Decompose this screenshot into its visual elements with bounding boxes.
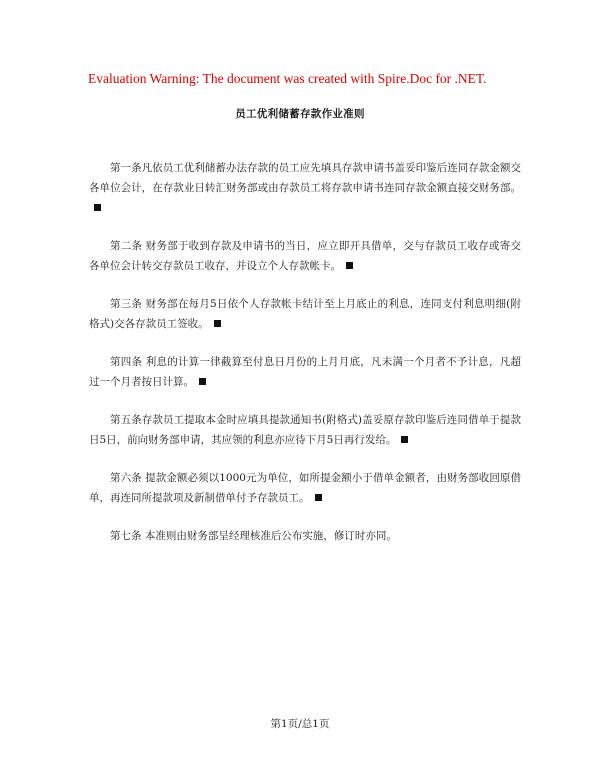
article-1-text: 第一条凡依员工优利储蓄办法存款的员工应先填具存款申请书盖妥印鉴后连同存款金额交各单位会计，在存款业日转汇财务部或由存款员工将存款申请书连同存款金额直接交财务部。 [89, 162, 521, 194]
paragraph-end-mark-icon [346, 262, 353, 269]
page-number-footer: 第1页/总1页 [270, 718, 330, 730]
article-6 [89, 468, 521, 508]
paragraph-end-mark-icon [199, 378, 206, 385]
article-6-text: 第六条 提款金额必须以1000元为单位，如所提金额小于借单金额者，由财务部收回原借单，再连同所提款项及新制借单付予存款员工。 [89, 472, 521, 504]
article-5 [89, 410, 521, 450]
article-7 [89, 526, 521, 546]
article-3-text: 第三条 财务部在每月5日依个人存款帐卡结计至上月底止的利息，连同支付利息明细(附格式)交各存款员工签收。 [89, 298, 521, 330]
document-body [89, 158, 521, 546]
paragraph-end-mark-icon [315, 494, 322, 501]
article-4-text: 第四条 利息的计算一律截算至付息日月份的上月月底，凡未满一个月者不予计息，凡超过一个月者按日计算。 [89, 356, 521, 388]
article-4 [89, 352, 521, 392]
article-2-text: 第二条 财务部于收到存款及申请书的当日，应立即开具借单，交与存款员工收存或寄交各单位会计转交存款员工收存，并设立个人存款帐卡。 [89, 240, 521, 272]
document-title: 员工优利储蓄存款作业准则 [235, 108, 365, 120]
article-1 [89, 158, 521, 218]
article-3 [89, 294, 521, 334]
paragraph-end-mark-icon [94, 204, 101, 211]
article-2 [89, 236, 521, 276]
paragraph-end-mark-icon [214, 320, 221, 327]
evaluation-warning: Evaluation Warning: The document was created with Spire.Doc for .NET. [88, 71, 487, 86]
article-5-text: 第五条存款员工提取本金时应填具提款通知书(附格式)盖妥原存款印鉴后连同借单于提款日5日，前向财务部申请，其应领的利息亦应待下月5日再行发给。 [89, 414, 521, 446]
paragraph-end-mark-icon [401, 436, 408, 443]
article-7-text: 第七条 本准则由财务部呈经理核准后公布实施，修订时亦同。 [110, 530, 397, 542]
